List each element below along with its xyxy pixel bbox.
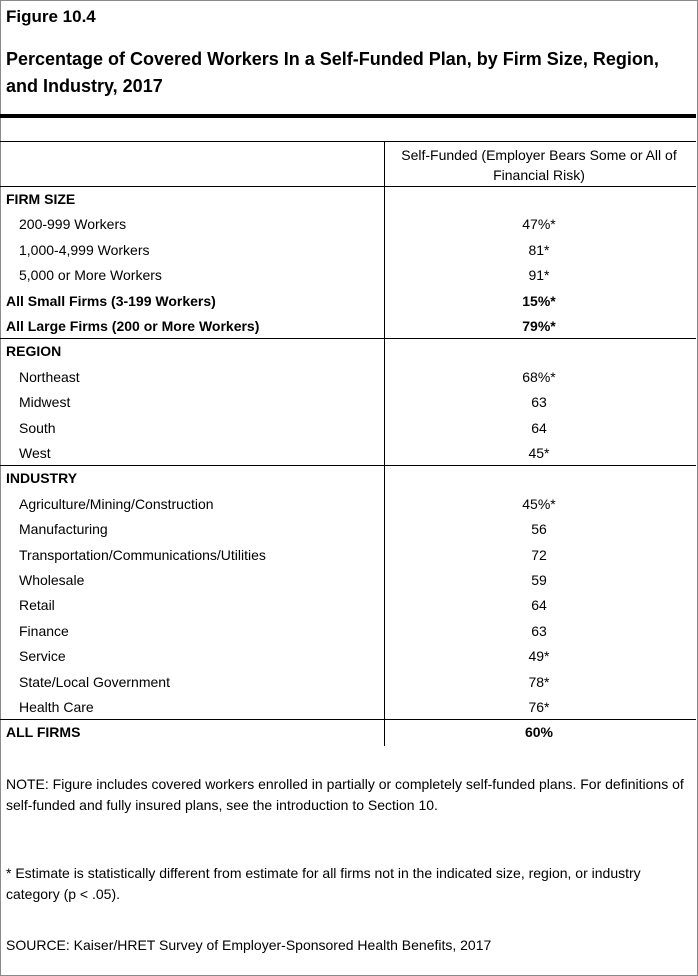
source-note: SOURCE: Kaiser/HRET Survey of Employer-Sponsored Health Benefits, 2017	[6, 937, 492, 953]
table-row	[0, 314, 696, 339]
row-value: 59	[531, 572, 547, 588]
row-value: 64	[531, 597, 547, 614]
table-row	[0, 619, 696, 644]
row-label: Health Care	[19, 699, 94, 715]
table-row	[0, 390, 696, 415]
table-row	[0, 289, 696, 314]
row-value: 56	[531, 521, 547, 538]
table-row	[0, 238, 696, 263]
row-value: 91*	[528, 267, 550, 284]
table-section-row	[0, 720, 696, 745]
row-label: INDUSTRY	[6, 470, 78, 487]
asterisk-note: * Estimate is statistically different from estimate for all firms not in the indicated size, region, or industry category (p < .05).	[6, 865, 641, 902]
row-value: 68%*	[522, 368, 556, 385]
row-label: Service	[19, 648, 66, 665]
title-divider	[0, 114, 696, 118]
table-section-row	[0, 187, 696, 212]
table-row	[0, 212, 696, 237]
table-row	[0, 365, 696, 390]
row-value: 76*	[528, 699, 550, 715]
row-value: 63	[531, 622, 547, 639]
column-header: Self-Funded (Employer Bears Some or All of Financial Risk)	[401, 147, 677, 183]
row-value: 78*	[528, 673, 550, 690]
row-label: Retail	[19, 597, 55, 614]
row-label: 1,000-4,999 Workers	[19, 241, 150, 258]
row-value: 64	[531, 419, 547, 436]
table-row	[0, 416, 696, 441]
note-text: NOTE: Figure includes covered workers enrolled in partially or completely self-funded plans. For definitions of self-funded and fully insured plans, see the introduction to Section 10.	[6, 776, 684, 813]
row-value: 15%*	[522, 292, 556, 309]
row-label: All Small Firms (3-199 Workers)	[6, 292, 216, 309]
row-value: 81*	[528, 241, 550, 258]
row-value: 79%*	[522, 318, 556, 334]
figure-label: Figure 10.4	[6, 7, 96, 26]
figure-title: Percentage of Covered Workers In a Self-Funded Plan, by Firm Size, Region, and Industry, 2017	[6, 49, 659, 96]
table-section-row	[0, 339, 696, 364]
row-label: 200-999 Workers	[19, 216, 127, 233]
row-label: Manufacturing	[19, 521, 108, 538]
row-label: ALL FIRMS	[6, 724, 81, 741]
row-value: 49*	[528, 648, 550, 665]
row-value: 63	[531, 394, 547, 411]
row-value: 72	[531, 546, 547, 563]
table-row	[0, 543, 696, 568]
row-label: Finance	[19, 622, 69, 639]
table-section-row	[0, 466, 696, 491]
row-label: 5,000 or More Workers	[19, 267, 162, 284]
row-label: State/Local Government	[19, 673, 170, 690]
table-row	[0, 441, 696, 466]
table-row	[0, 568, 696, 593]
row-label: Midwest	[19, 394, 71, 411]
row-value: 47%*	[522, 216, 556, 233]
table-row	[0, 492, 696, 517]
row-value: 45*	[528, 445, 550, 461]
row-label: Agriculture/Mining/Construction	[19, 495, 214, 512]
row-label: Wholesale	[19, 572, 85, 588]
row-label: All Large Firms (200 or More Workers)	[6, 318, 260, 334]
row-value: 60%	[524, 724, 554, 741]
row-label: Northeast	[19, 368, 80, 385]
row-label: South	[19, 419, 56, 436]
row-label: FIRM SIZE	[6, 191, 76, 207]
table-row	[0, 670, 696, 695]
row-label: West	[19, 445, 51, 461]
row-label: Transportation/Communications/Utilities	[19, 546, 266, 563]
table-row	[0, 517, 696, 542]
table-top-rule	[0, 141, 696, 142]
table-row	[0, 695, 696, 720]
row-value: 45%*	[522, 495, 556, 512]
table-row	[0, 593, 696, 618]
table-row	[0, 644, 696, 669]
row-label: REGION	[6, 343, 62, 360]
table-row	[0, 263, 696, 288]
